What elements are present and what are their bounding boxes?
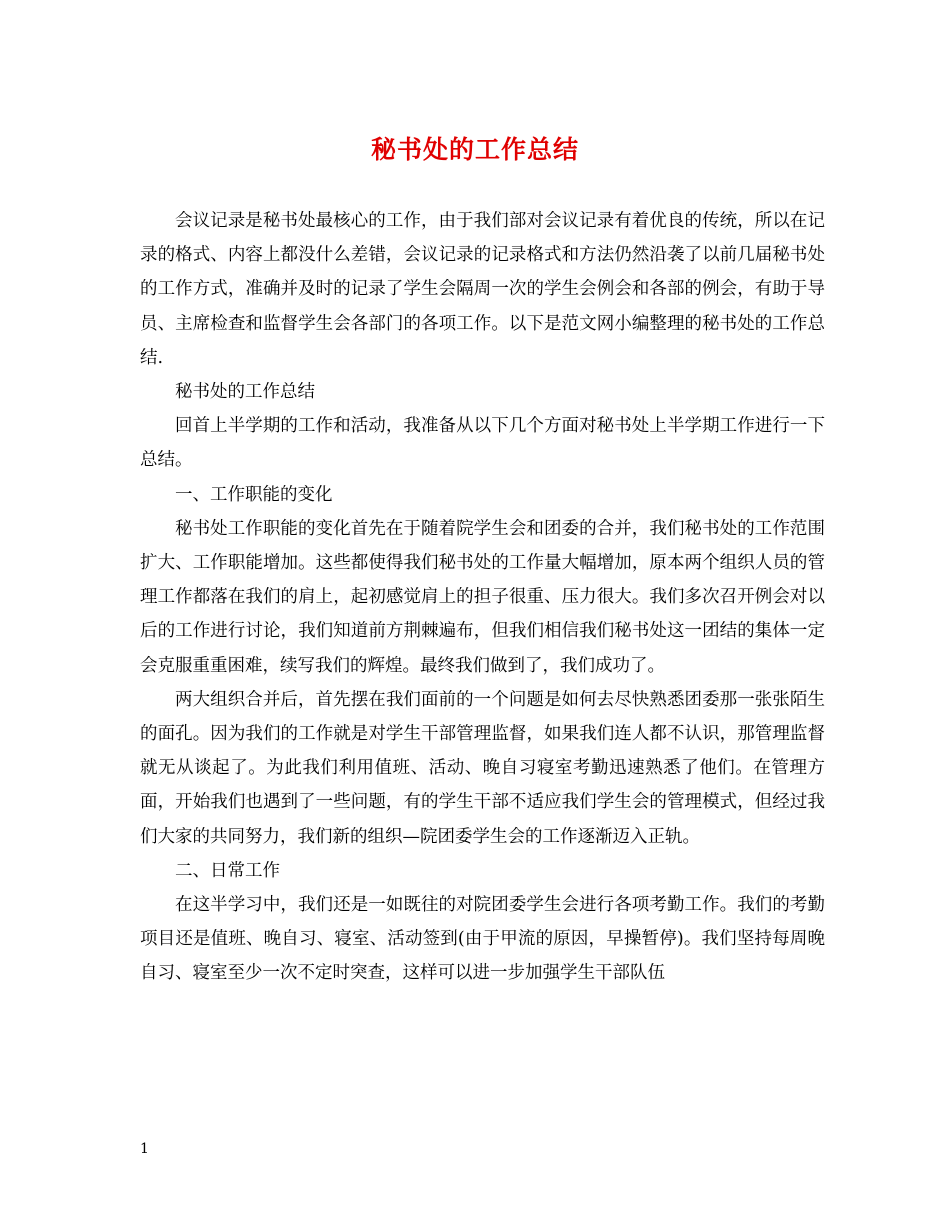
body-paragraph: 会议记录是秘书处最核心的工作，由于我们部对会议记录有着优良的传统，所以在记录的格式、内容上都没什么差错，会议记录的记录格式和方法仍然沿袭了以前几届秘书处的工作方式，准确并及时的记录了学生会隔周一次的学生会例会和各部的例会，有助于导员、主席检查和监督学生会各部门的各项工作。以下是范文网小编整理的秘书处的工作总结. [140, 211, 825, 368]
body-paragraph: 在这半学习中，我们还是一如既往的对院团委学生会进行各项考勤工作。我们的考勤项目还是值班、晚自习、寝室、活动签到(由于甲流的原因，早操暂停)。我们坚持每周晚自习、寝室至少一次不定时突查，这样可以进一步加强学生干部队伍 [140, 895, 825, 984]
document-title: 秘书处的工作总结 [370, 135, 579, 164]
section-heading: 二、日常工作 [175, 860, 280, 881]
body-paragraph: 秘书处工作职能的变化首先在于随着院学生会和团委的合并，我们秘书处的工作范围扩大、工作职能增加。这些都使得我们秘书处的工作量大幅增加，原本两个组织人员的管理工作都落在我们的肩上，起初感觉肩上的担子很重、压力很大。我们多次召开例会对以后的工作进行讨论，我们知道前方荆棘遍布，但我们相信我们秘书处这一团结的集体一定会克服重重困难，续写我们的辉煌。最终我们做到了，我们成功了。 [140, 518, 825, 676]
section-heading: 秘书处的工作总结 [175, 382, 315, 403]
document-body [140, 204, 825, 991]
body-paragraph: 回首上半学期的工作和活动，我准备从以下几个方面对秘书处上半学期工作进行一下总结。 [140, 416, 825, 471]
section-heading: 一、工作职能的变化 [175, 484, 333, 505]
page-number: 1 [140, 1141, 149, 1157]
body-paragraph: 两大组织合并后，首先摆在我们面前的一个问题是如何去尽快熟悉团委那一张张陌生的面孔。因为我们的工作就是对学生干部管理监督，如果我们连人都不认识，那管理监督就无从谈起了。为此我们利用值班、活动、晚自习寝室考勤迅速熟悉了他们。在管理方面，开始我们也遇到了一些问题，有的学生干部不适应我们学生会的管理模式，但经过我们大家的共同努力，我们新的组织—院团委学生会的工作逐渐迈入正轨。 [140, 689, 825, 847]
